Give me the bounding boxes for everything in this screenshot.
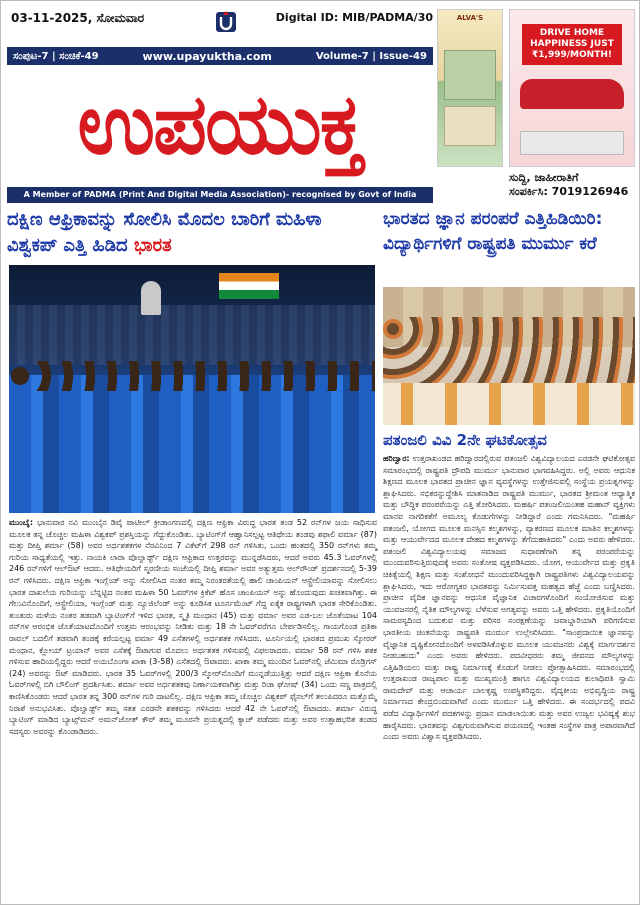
- car-icon: [520, 79, 624, 109]
- alvas-advertisement[interactable]: [437, 9, 503, 167]
- lead-headline-highlight: ಭಾರತ: [133, 235, 172, 256]
- issue-date: 03-11-2025, ಸೋಮವಾರ: [11, 11, 145, 25]
- ad-brand-label: ALVA'S: [456, 14, 484, 22]
- ad-headline: DRIVE HOME HAPPINESS JUST ₹1,999/MONTH!: [522, 24, 622, 65]
- second-subheadline: ಪತಂಜಲಿ ವಿವಿ 2ನೇ ಘಟಿಕೋತ್ಸವ: [383, 431, 547, 449]
- second-headline[interactable]: ಭಾರತದ ಜ್ಞಾನ ಪರಂಪರೆ ಎತ್ತಿಹಿಡಿಯಿರಿ: ವಿದ್ಯಾರ್ಥಿಗಳಿಗೆ ರಾಷ್ಟ್ರಪತಿ ಮುರ್ಮು ಕರೆ: [383, 209, 603, 254]
- contact-phone[interactable]: ಸಂಪರ್ಕಿಸಿ: 7019126946: [509, 185, 629, 198]
- second-dateline: ಹರಿದ್ವಾರ:: [383, 454, 410, 463]
- newspaper-title: ಉಪಯುಕ್ತ: [77, 74, 363, 173]
- second-article-text: ಉತ್ತರಾಖಂಡದ ಹರಿದ್ವಾರದಲ್ಲಿರುವ ಪತಂಜಲಿ ವಿಶ್ವವಿದ್ಯಾಲಯದ ಎರಡನೇ ಘಟಿಕೋತ್ಸವ ಸಮಾರಂಭದಲ್ಲಿ ರಾಷ್ಟ್ರಪತಿ ದ್ರೌಪದಿ ಮುರ್ಮು ಭಾನುವಾರ ಭಾಗವಹಿಸಿದ್ದರು. ಅಲ್ಲಿ ಅವರು ಆಧುನಿಕ ಶಿಕ್ಷಣದ ಮೂಲಕ ಭಾರತದ ಪ್ರಾಚೀನ ಜ್ಞಾನ ವ್ಯವಸ್ಥೆಗಳನ್ನು ಉತ್ತೇಜಿಸುವಲ್ಲಿ ಸಂಸ್ಥೆಯ ಪ್ರಯತ್ನಗಳನ್ನು ಶ್ಲಾಘಿಸಿದರು. ಸಭಿಕರನ್ನುದ್ದೇಶಿಸಿ ಮಾತನಾಡಿದ ರಾಷ್ಟ್ರಪತಿ ಮುರ್ಮು, ಭಾರತದ ಶ್ರೀಮಂತ ಆಧ್ಯಾತ್ಮಿಕ ಮತ್ತು ಬೌದ್ಧಿಕ ಪರಂಪರೆಯನ್ನು ಎತ್ತಿ ತೋರಿಸಿದರು. ಮಹರ್ಷಿ ಪತಂಜಲಿಯಂತಹ ಮಹಾನ್ ವ್ಯಕ್ತಿಗಳು ಮಾನವ ನಾಗರಿಕತೆಗೆ ಅಮೂಲ್ಯ ಕೊಡುಗೆಗಳನ್ನು ನೀಡಿದ್ದಾರೆ ಎಂದು ಗಮನಿಸಿದರು. "ಮಹರ್ಷಿ ಪತಂಜಲಿ, ಯೋಗದ ಮೂಲಕ ಮನಸ್ಸಿನ ಕಲ್ಮಶಗಳನ್ನು, ವ್ಯಾಕರಣದ ಮೂಲಕ ಮಾತಿನ ಕಲ್ಮಶಗಳನ್ನು ಮತ್ತು ಆಯುರ್ವೇದದ ಮೂಲಕ ದೇಹದ ಕಲ್ಮಶಗಳನ್ನು ತೆಗೆದುಹಾಕಿದರು" ಎಂದು ಅವರು ಹೇಳಿದರು. ಪತಂಜಲಿ ವಿಶ್ವವಿದ್ಯಾಲಯವು ಸಮಾಜದ ಸುಧಾರಣೆಗಾಗಿ ತನ್ನ ಪರಂಪರೆಯನ್ನು ಮುಂದುವರಿಸುತ್ತಿರುವುದಕ್ಕೆ ಅವರು ಸಂತೋಷ ವ್ಯಕ್ತಪಡಿಸಿದರು. ಯೋಗ, ಆಯುರ್ವೇದ ಮತ್ತು ಪ್ರಕೃತಿ ಚಿಕಿತ್ಸೆಯಲ್ಲಿ ಶಿಕ್ಷಣ ಮತ್ತು ಸಂಶೋಧನೆ ಮುಂದುವರಿಸಿದ್ದಕ್ಕಾಗಿ ರಾಷ್ಟ್ರಪತಿಗಳು ವಿಶ್ವವಿದ್ಯಾಲಯವನ್ನು ಶ್ಲಾಘಿಸಿದರು, ಇದು ಆರೋಗ್ಯಕರ ಭಾರತವನ್ನು ನಿರ್ಮಿಸುವತ್ತ ಮಹತ್ವದ ಹೆಜ್ಜೆ ಎಂದು ಬಣ್ಣಿಸಿದರು. ಪ್ರಾಚೀನ ವೈದಿಕ ಜ್ಞಾನವನ್ನು ಆಧುನಿಕ ವೈಜ್ಞಾನಿಕ ವಿಚಾರಗಳೊಂದಿಗೆ ಸಂಯೋಜಿಸುವ ಮತ್ತು ಯುವಜನರಲ್ಲಿ ನೈತಿಕ ಮೌಲ್ಯಗಳನ್ನು ಬೆಳೆಸುವ ಅಗತ್ಯವನ್ನು ಅವರು ಒತ್ತಿ ಹೇಳಿದರು. ಪ್ರಕೃತಿಯೊಂದಿಗೆ ಸಾಮರಸ್ಯದಿಂದ ಬದುಕುವ ಮತ್ತು ಪರಿಸರ ಸಂರಕ್ಷಣೆಯನ್ನು ಜವಾಬ್ದಾರಿಯಾಗಿ ಪರಿಗಣಿಸುವ ಭಾರತೀಯ ಚಿಂತನೆಯನ್ನು ರಾಷ್ಟ್ರಪತಿ ಮುರ್ಮು ಉಲ್ಲೇಖಿಸಿದರು. "ಸಾಂಪ್ರದಾಯಿಕ ಜ್ಞಾನವನ್ನು ವೈಜ್ಞಾನಿಕ ದೃಷ್ಟಿಕೋನದೊಂದಿಗೆ ಅಳವಡಿಸಿಕೊಳ್ಳುವ ಮೂಲಕ ಯುವಜನರು ವಿಶ್ವಕ್ಕೆ ಮಾರ್ಗದರ್ಶನ ನೀಡಬಹುದು" ಎಂದು ಅವರು ಹೇಳಿದರು. ಪದವೀಧರರು ತಮ್ಮ ಜೀವನದ ಮೌಲ್ಯಗಳನ್ನು ಎತ್ತಿಹಿಡಿಯಲು ಮತ್ತು ರಾಷ್ಟ್ರ ನಿರ್ಮಾಣಕ್ಕೆ ಕೊಡುಗೆ ನೀಡಲು ಪ್ರೋತ್ಸಾಹಿಸಿದರು. ಸಮಾರಂಭದಲ್ಲಿ ಉತ್ತರಾಖಂಡ ರಾಜ್ಯಪಾಲ ಮತ್ತು ಮುಖ್ಯಮಂತ್ರಿ ಹಾಗೂ ವಿಶ್ವವಿದ್ಯಾಲಯದ ಕುಲಾಧಿಪತಿ ಸ್ವಾಮಿ ರಾಮದೇವ್ ಮತ್ತು ಆಚಾರ್ಯ ಬಾಲಕೃಷ್ಣ ಉಪಸ್ಥಿತರಿದ್ದರು. ವೈದ್ಯಕೀಯ ಅಭಿವೃದ್ಧಿಯ ರಾಷ್ಟ್ರ ನಿರ್ಮಾಣದ ಕೇಂದ್ರಬಿಂದುವಾಗಿವೆ ಎಂದು ಮುರ್ಮು ಒತ್ತಿ ಹೇಳಿದರು. ಈ ಸಂದರ್ಭದಲ್ಲಿ ಪದವಿ ಪಡೆದ ವಿದ್ಯಾರ್ಥಿಗಳಿಗೆ ಪದಕಗಳನ್ನು ಪ್ರದಾನ ಮಾಡಲಾಯಿತು ಮತ್ತು ಅವರ ಉಜ್ವಲ ಭವಿಷ್ಯಕ್ಕೆ ಶುಭ ಹಾರೈಸಿದರು. ಭಾರತವನ್ನು ವಿಶ್ವಗುರುವಾಗಿಸುವ ಪಯಣದಲ್ಲಿ ಇಂತಹ ಸಂಸ್ಥೆಗಳ ಪಾತ್ರ ಅಪಾರವಾಗಿದೆ ಎಂದು ಅವರು ವಿಶ್ವಾಸ ವ್ಯಕ್ತಪಡಿಸಿದರು.: [383, 454, 636, 742]
- lead-article-body: [9, 517, 377, 737]
- upayuktha-logo-icon: [215, 9, 237, 33]
- ad-dealer-block: [520, 131, 624, 155]
- issue-number-english: Volume-7 | Issue-49: [315, 50, 427, 62]
- issue-number-kannada: ಸಂಪುಟ-7 | ಸಂಚಿಕೆ-49: [13, 50, 99, 62]
- contact-box: [509, 171, 635, 199]
- lead-headline-text: ದಕ್ಷಿಣ ಆಫ್ರಿಕಾವನ್ನು ಸೋಲಿಸಿ ಮೊದಲ ಬಾರಿಗೆ ಮಹಿಳಾ ವಿಶ್ವಕಪ್ ಎತ್ತಿ ಹಿಡಿದ: [7, 209, 322, 256]
- car-advertisement[interactable]: [509, 9, 635, 167]
- masthead: [7, 7, 433, 203]
- lead-dateline: ಮುಂಬೈ:: [9, 518, 34, 527]
- indian-flag-icon: [219, 273, 279, 299]
- convocation-photo: [383, 287, 635, 425]
- website-link[interactable]: www.upayuktha.com: [142, 49, 272, 63]
- second-article-body: [383, 453, 635, 743]
- stadium-stands: [9, 305, 375, 365]
- dignitaries-row: [383, 383, 635, 425]
- team-celebration-photo: [9, 265, 375, 513]
- lead-headline[interactable]: [7, 207, 377, 259]
- contact-label: ಸುದ್ದಿ, ಜಾಹೀರಾತಿಗೆ: [509, 171, 579, 184]
- trophy-icon: [141, 281, 161, 315]
- padma-tagline: A Member of PADMA (Print And Digital Media Association)- recognised by Govt of India: [7, 187, 433, 203]
- graduates-group: [383, 317, 635, 387]
- issue-strip: [7, 47, 433, 65]
- ad-image-block: [444, 50, 496, 100]
- digital-id: Digital ID: MIB/PADMA/30: [275, 11, 433, 24]
- players-group: [9, 375, 375, 513]
- ad-image-block: [444, 106, 496, 146]
- players-heads: [9, 361, 375, 391]
- lead-article-text: ಭಾನುವಾರ ನವಿ ಮುಂಬೈನ ಡಿವೈ ಪಾಟೀಲ್ ಕ್ರೀಡಾಂಗಣದಲ್ಲಿ ದಕ್ಷಿಣ ಆಫ್ರಿಕಾ ವಿರುದ್ಧ ಭಾರತ ತಂಡ 52 ರನ್‌ಗಳ ಜಯ ಸಾಧಿಸುವ ಮೂಲಕ ತನ್ನ ಚೊಚ್ಚಲ ಮಹಿಳಾ ವಿಶ್ವಕಪ್ ಪ್ರಶಸ್ತಿಯನ್ನು ಗೆದ್ದುಕೊಂಡಿತು. ಬ್ಯಾಟಿಂಗ್‌ಗೆ ಆಹ್ವಾನಿಸಲ್ಪಟ್ಟ ಆತಿಥೇಯ ತಂಡವು ಶಫಾಲಿ ವರ್ಮಾ (87) ಮತ್ತು ದೀಪ್ತಿ ಶರ್ಮಾ (58) ಅವರ ಅರ್ಧಶತಕಗಳ ನೆರವಿನಿಂದ 7 ವಿಕೆಟ್‌ಗೆ 298 ರನ್ ಗಳಿಸಿತು, ಒಂದು ಹಂತದಲ್ಲಿ 350 ರನ್‌ಗಳು ತಮ್ಮ ಗುರಿಯ ಸಾಧ್ಯತೆಯಲ್ಲಿ ಇತ್ತು. ನಾಯಕಿ ಲಾರಾ ವೊಲ್ವಾರ್ಡ್ಟ್ ದಕ್ಷಿಣ ಆಫ್ರಿಕಾದ ಉತ್ತರವನ್ನು ಮುನ್ನಡೆಸಿದರು, ಆದರೆ ಅವರು 45.3 ಓವರ್‌ಗಳಲ್ಲಿ 246 ರನ್‌ಗಳಿಗೆ ಆಲ್‌ಔಟ್ ಆದರು. ಆತಿಥೇಯರಿಗೆ ಸ್ಮರಣೀಯ ಸಂಜೆಯಲ್ಲಿ ದೀಪ್ತಿ ಶರ್ಮಾ ಅವರ ಅತ್ಯುತ್ತಮ ಆಲ್‌ರೌಂಡ್ ಪ್ರದರ್ಶನದಲ್ಲಿ 5-39 ರನ್ ಗಳಿಸಿದರು. ದಕ್ಷಿಣ ಆಫ್ರಿಕಾ ಇಂಗ್ಲೆಂಡ್ ಅನ್ನು ಸೋಲಿಸಿದ ನಂತರ ತಮ್ಮ ನಿರಂತರತೆಯಲ್ಲಿ ಹಾಲಿ ಚಾಂಪಿಯನ್ ಆಸ್ಟ್ರೇಲಿಯಾವನ್ನು ಸೋಲಿಸಲು ಭಾರತ ದಾಖಲೆಯ ಗುರಿಯನ್ನು ಬೆನ್ನಟ್ಟಿದ ನಂತರ ಮಹಿಳಾ 50 ಓವರ್‌ಗಳ ಕ್ರಿಕೆಟ್ ಹೊಸ ಚಾಂಪಿಯನ್ ಅನ್ನು ಹೊಂದುವುದು ಖಚಿತವಾಗಿತ್ತು. ಈ ಗೆಲುವಿನೊಂದಿಗೆ, ಆಸ್ಟ್ರೇಲಿಯಾ, ಇಂಗ್ಲೆಂಡ್ ಮತ್ತು ನ್ಯೂಜಿಲೆಂಡ್ ಅನ್ನು ಕೂಡಿಸಿಕ ಟೂರ್ನಮೆಂಟ್ ಗೆದ್ದ ಏಕೈಕ ರಾಷ್ಟ್ರಗಳಾಗಿ ಭಾರತ ಸೇರಿಕೊಂಡಿತು. ತುಂತುರು ಮಳೆಯ ನಂತರ ತಡವಾಗಿ ಬ್ಯಾಟಿಂಗ್‌ಗೆ ಇಳಿದ ಭಾರತ, ಸ್ಮೃತಿ ಮಂಧಾನ (45) ಮತ್ತು ವರ್ಮಾ ಅವರ ಎಡ-ಬಲ ಜೊತೆಯಾಟ 104 ರನ್‌ಗಳ ಆರಂಭಿಕ ಜೊತೆಯಾಟದೊಂದಿಗೆ ಉತ್ತಮ ಆರಂಭವನ್ನು ನೀಡಿತು ಮತ್ತು 18 ನೇ ಓವರ್‌ವರೆಗೂ ಬೇರ್ಪಡಿಸಲಿಲ್ಲ. ಗಾಯಗೊಂಡ ಪ್ರತಿಕಾ ರಾವಲ್ ಬದಲಿಗೆ ತಡವಾಗಿ ತಂಡಕ್ಕೆ ಕರೆಯಲ್ಪಟ್ಟ ವರ್ಮಾ 49 ಎಸೆತಗಳಲ್ಲಿ ಅರ್ಧಶತಕ ಗಳಿಸಿದರು. ಟೂರ್ನಿಯಲ್ಲಿ ಭಾರತದ ಪ್ರಮುಖ ಸ್ಕೋರರ್ ಮಂಧಾನ, ಕ್ಲೋಯ್ ಟ್ರಯಾನ್ ಅವರ ಎಸೆತಕ್ಕೆ ಔಟಾಗುವ ಮೊದಲು ಅರ್ಧಶತಕ ಗಳಿಸುವಲ್ಲಿ ವಿಫಲರಾದರು. ವರ್ಮಾ 58 ರನ್ ಗಳಿಸಿ ಶತಕ ಗಳಿಸುವ ಹಾದಿಯಲ್ಲಿದ್ದರು ಆದರೆ ಅಯಬೊಂಗಾ ಖಾಕಾ (3-58) ಎಸೆತದಲ್ಲಿ ಔಟಾದರು. ಖಾಕಾ ತಮ್ಮ ಮುಂದಿನ ಓವರ್‌ನಲ್ಲಿ ಜೆಮಿಮಾ ರೊಡ್ರಿಗಸ್ (24) ಅವರನ್ನು ಔಟ್ ಮಾಡಿದರು. ಭಾರತ 35 ಓವರ್‌ಗಳಲ್ಲಿ 200/3 ಸ್ಕೋರ್‌ನೊಂದಿಗೆ ಮುನ್ನಡೆಯುತ್ತಿತ್ತು ಆದರೆ ದಕ್ಷಿಣ ಆಫ್ರಿಕಾ ಕೊನೆಯ ಓವರ್‌ಗಳಲ್ಲಿ ಬಿಗಿ ಬೌಲಿಂಗ್ ಪ್ರದರ್ಶಿಸಿತು. ಶರ್ಮಾ ಅವರ ಅರ್ಧಶತಕವು ನಿರ್ಣಾಯಕವಾಗಿತ್ತು ಮತ್ತು ರಿಚಾ ಘೋಷ್ (34) ಒಂದು ಸಣ್ಣ ಪಾತ್ರದಲ್ಲಿ ಕಾಣಿಸಿಕೊಂಡರು ಆದರೆ ಭಾರತ ತನ್ನ 300 ರನ್‌ಗಳ ಗುರಿ ದಾಟಲಿಲ್ಲ. ದಕ್ಷಿಣ ಆಫ್ರಿಕಾ ತಮ್ಮ ಚೊಚ್ಚಲ ವಿಶ್ವಕಪ್ ಫೈನಲ್‌ಗೆ ತಲುಪಿದರೂ ಮತ್ತೊಮ್ಮೆ ನಿರಾಶೆ ಅನುಭವಿಸಿತು. ವೊಲ್ವಾರ್ಡ್ಟ್ ತಮ್ಮ ಸತತ ಎರಡನೇ ಶತಕವನ್ನು ಗಳಿಸಿದರು ಆದರೆ 42 ನೇ ಓವರ್‌ನಲ್ಲಿ ಔಟಾದರು. ಶರ್ಮಾ ವಿರುದ್ಧ ಬ್ಯಾಟಿಂಗ್ ಮಾಡಿದ ಬ್ಯಾಟ್ಸ್‌ಮನ್ ಅಮನ್‌ಜೋತ್ ಕೌರ್ ತಮ್ಮ ಮೂರನೇ ಪ್ರಯತ್ನದಲ್ಲಿ ಕ್ಯಾಚ್ ಪಡೆದರು ಮತ್ತು ಅವರ ಉತ್ಸಾಹಭರಿತ ತಂಡದ ಸದಸ್ಯರು ಅವರನ್ನು ಕೊಂಡಾಡಿದರು.: [9, 518, 378, 736]
